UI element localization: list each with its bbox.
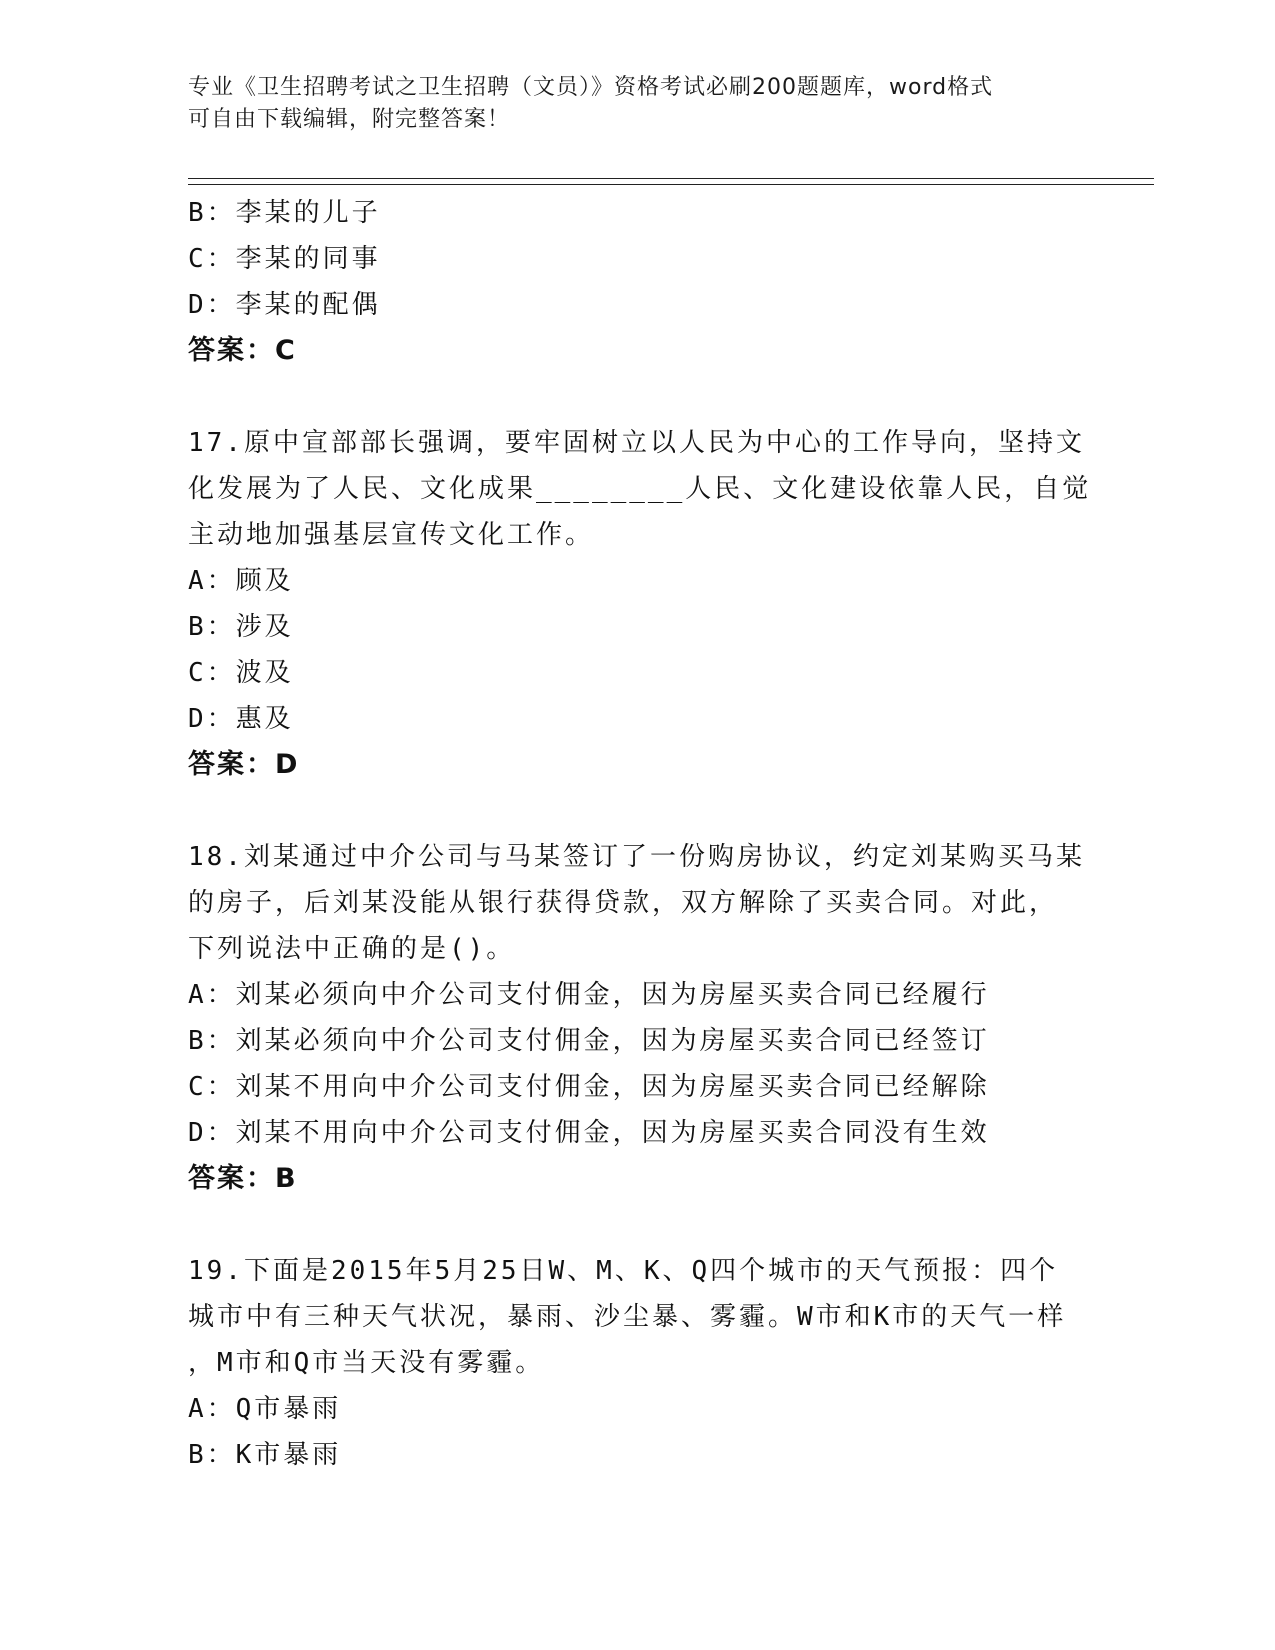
- question-stem-line: 18.刘某通过中介公司与马某签订了一份购房协议，约定刘某购买马某: [188, 842, 1085, 872]
- question-stem-line: 19.下面是2015年5月25日W、M、K、Q四个城市的天气预报：四个: [188, 1256, 1059, 1286]
- option-c: C：李某的同事: [188, 244, 381, 274]
- question-16-partial: [188, 190, 1108, 374]
- option-a: A：Q市暴雨: [188, 1394, 342, 1424]
- answer-label: 答案：C: [188, 335, 297, 366]
- option-d: D：惠及: [188, 704, 294, 734]
- option-c: C：刘某不用向中介公司支付佣金，因为房屋买卖合同已经解除: [188, 1072, 990, 1102]
- answer-label: 答案：D: [188, 749, 300, 780]
- question-stem-line: 化发展为了人民、文化成果________人民、文化建设依靠人民，自觉: [188, 474, 1092, 504]
- question-content: [188, 190, 1108, 1478]
- answer-label: 答案：B: [188, 1163, 298, 1194]
- question-17: [188, 420, 1108, 788]
- question-stem-line: 下列说法中正确的是()。: [188, 934, 516, 964]
- question-stem-line: 17.原中宣部部长强调，要牢固树立以人民为中心的工作导向，坚持文: [188, 428, 1085, 458]
- option-b: B：K市暴雨: [188, 1440, 342, 1470]
- option-d: D：刘某不用向中介公司支付佣金，因为房屋买卖合同没有生效: [188, 1118, 990, 1148]
- header-divider: [188, 178, 1154, 185]
- header-line-1: 专业《卫生招聘考试之卫生招聘（文员）》资格考试必刷200题题库，word格式: [188, 75, 994, 100]
- option-b: B：李某的儿子: [188, 198, 381, 228]
- option-b: B：涉及: [188, 612, 294, 642]
- header-line-2: 可自由下载编辑，附完整答案！: [188, 107, 511, 132]
- question-stem-line: ，M市和Q市当天没有雾霾。: [188, 1348, 545, 1378]
- option-a: A：刘某必须向中介公司支付佣金，因为房屋买卖合同已经履行: [188, 980, 990, 1010]
- option-a: A：顾及: [188, 566, 294, 596]
- question-stem-line: 的房子，后刘某没能从银行获得贷款，双方解除了买卖合同。对此，: [188, 888, 1059, 918]
- option-b: B：刘某必须向中介公司支付佣金，因为房屋买卖合同已经签订: [188, 1026, 990, 1056]
- document-header: [188, 72, 1088, 136]
- option-c: C：波及: [188, 658, 294, 688]
- question-stem-line: 主动地加强基层宣传文化工作。: [188, 520, 595, 550]
- question-stem-line: 城市中有三种天气状况，暴雨、沙尘暴、雾霾。W市和K市的天气一样: [188, 1302, 1067, 1332]
- option-d: D：李某的配偶: [188, 290, 381, 320]
- question-19: [188, 1248, 1108, 1478]
- question-18: [188, 834, 1108, 1202]
